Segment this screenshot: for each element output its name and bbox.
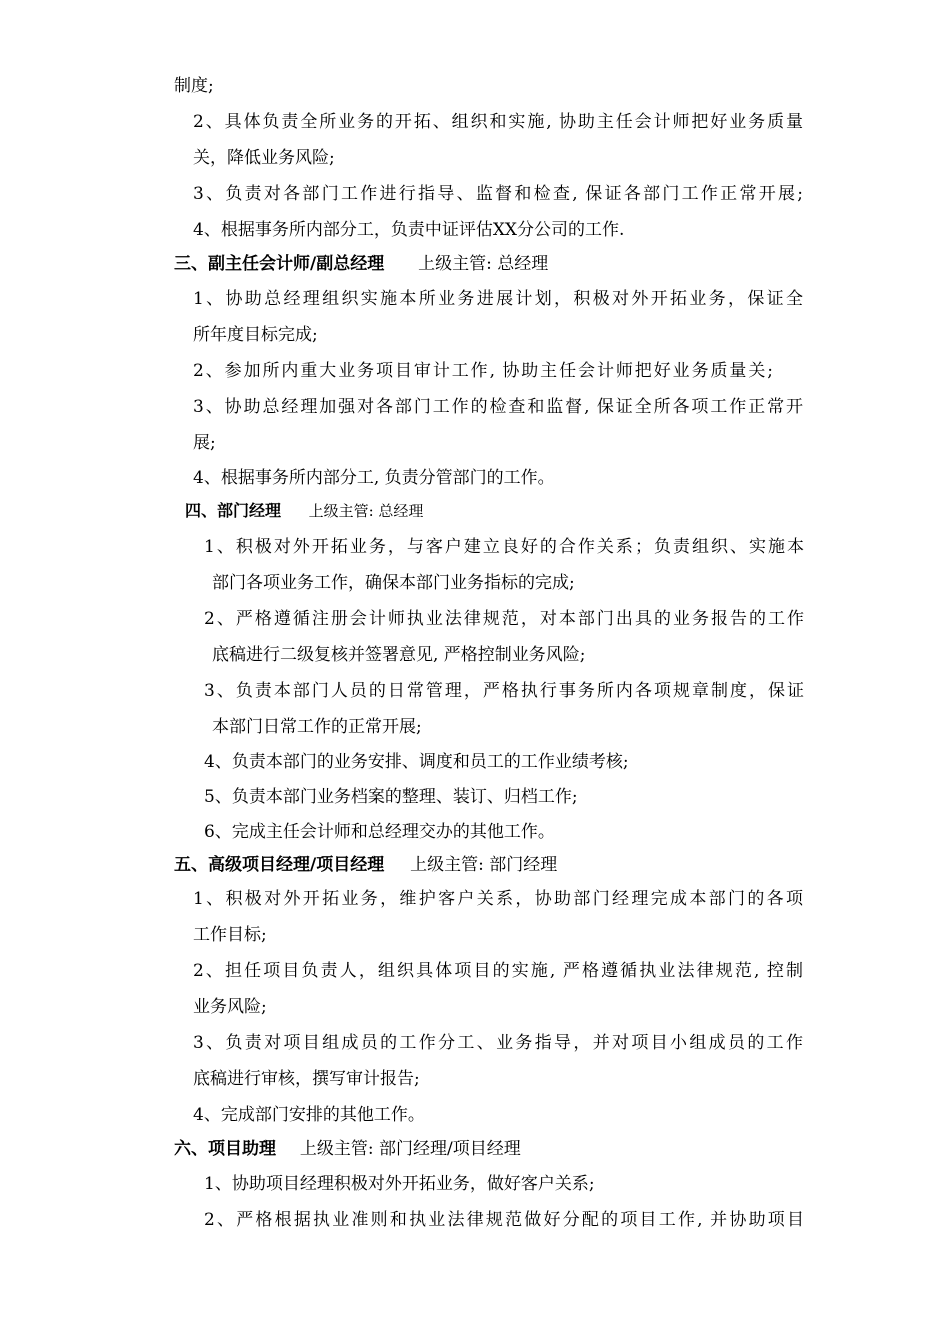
list-item: 所年度目标完成; xyxy=(193,325,318,345)
list-item: 部门各项业务工作，确保本部门业务指标的完成; xyxy=(212,573,575,593)
section-title: 六、项目助理 xyxy=(174,1139,276,1159)
section-supervisor: 上级主管: 总经理 xyxy=(418,254,549,274)
list-item: 2、担任项目负责人，组织具体项目的实施, 严格遵循执业法律规范, 控制 xyxy=(193,961,803,981)
list-item: 3、协助总经理加强对各部门工作的检查和监督, 保证全所各项工作正常开 xyxy=(193,397,803,417)
section-heading xyxy=(185,499,423,523)
list-item: 6、完成主任会计师和总经理交办的其他工作。 xyxy=(204,822,555,842)
list-item: 本部门日常工作的正常开展; xyxy=(212,717,422,737)
list-item: 3、负责对项目组成员的工作分工、业务指导，并对项目小组成员的工作 xyxy=(193,1033,803,1053)
paragraph-line: 制度; xyxy=(174,76,214,96)
list-item: 5、负责本部门业务档案的整理、装订、归档工作; xyxy=(204,787,578,807)
section-heading xyxy=(174,853,557,877)
list-item: 展; xyxy=(193,433,216,453)
list-item: 4、负责本部门的业务安排、调度和员工的工作业绩考核; xyxy=(204,752,629,772)
section-supervisor: 上级主管: 部门经理 xyxy=(410,855,558,875)
list-item: 2、参加所内重大业务项目审计工作, 协助主任会计师把好业务质量关; xyxy=(193,361,773,381)
section-title: 四、部门经理 xyxy=(185,501,282,520)
list-item: 底稿进行审核，撰写审计报告; xyxy=(193,1069,420,1089)
paragraph-line: 2、具体负责全所业务的开拓、组织和实施, 协助主任会计师把好业务质量 xyxy=(193,112,803,132)
list-item: 4、完成部门安排的其他工作。 xyxy=(193,1105,425,1125)
section-heading xyxy=(174,252,548,276)
section-title: 五、高级项目经理/项目经理 xyxy=(174,855,385,875)
paragraph-line: 3、负责对各部门工作进行指导、监督和检查, 保证各部门工作正常开展; xyxy=(193,184,803,204)
paragraph-line: 关，降低业务风险; xyxy=(193,148,335,168)
list-item: 2、严格遵循注册会计师执业法律规范，对本部门出具的业务报告的工作 xyxy=(204,609,804,629)
list-item: 4、根据事务所内部分工, 负责分管部门的工作。 xyxy=(193,468,555,488)
list-item: 底稿进行二级复核并签署意见, 严格控制业务风险; xyxy=(212,645,586,665)
paragraph-line: 4、根据事务所内部分工，负责中证评估XX分公司的工作. xyxy=(193,220,625,240)
section-supervisor: 上级主管: 总经理 xyxy=(308,502,424,520)
list-item: 1、协助总经理组织实施本所业务进展计划，积极对外开拓业务，保证全 xyxy=(193,289,803,309)
list-item: 2、严格根据执业准则和执业法律规范做好分配的项目工作, 并协助项目 xyxy=(204,1210,804,1230)
list-item: 3、负责本部门人员的日常管理，严格执行事务所内各项规章制度，保证 xyxy=(204,681,804,701)
list-item: 1、积极对外开拓业务，与客户建立良好的合作关系；负责组织、实施本 xyxy=(204,537,804,557)
list-item: 工作目标; xyxy=(193,925,267,945)
list-item: 业务风险; xyxy=(193,997,267,1017)
list-item: 1、协助项目经理积极对外开拓业务，做好客户关系; xyxy=(204,1174,595,1194)
section-heading xyxy=(174,1137,521,1161)
section-supervisor: 上级主管: 部门经理/项目经理 xyxy=(299,1139,521,1159)
section-title: 三、副主任会计师/副总经理 xyxy=(174,254,385,274)
list-item: 1、积极对外开拓业务，维护客户关系，协助部门经理完成本部门的各项 xyxy=(193,889,803,909)
